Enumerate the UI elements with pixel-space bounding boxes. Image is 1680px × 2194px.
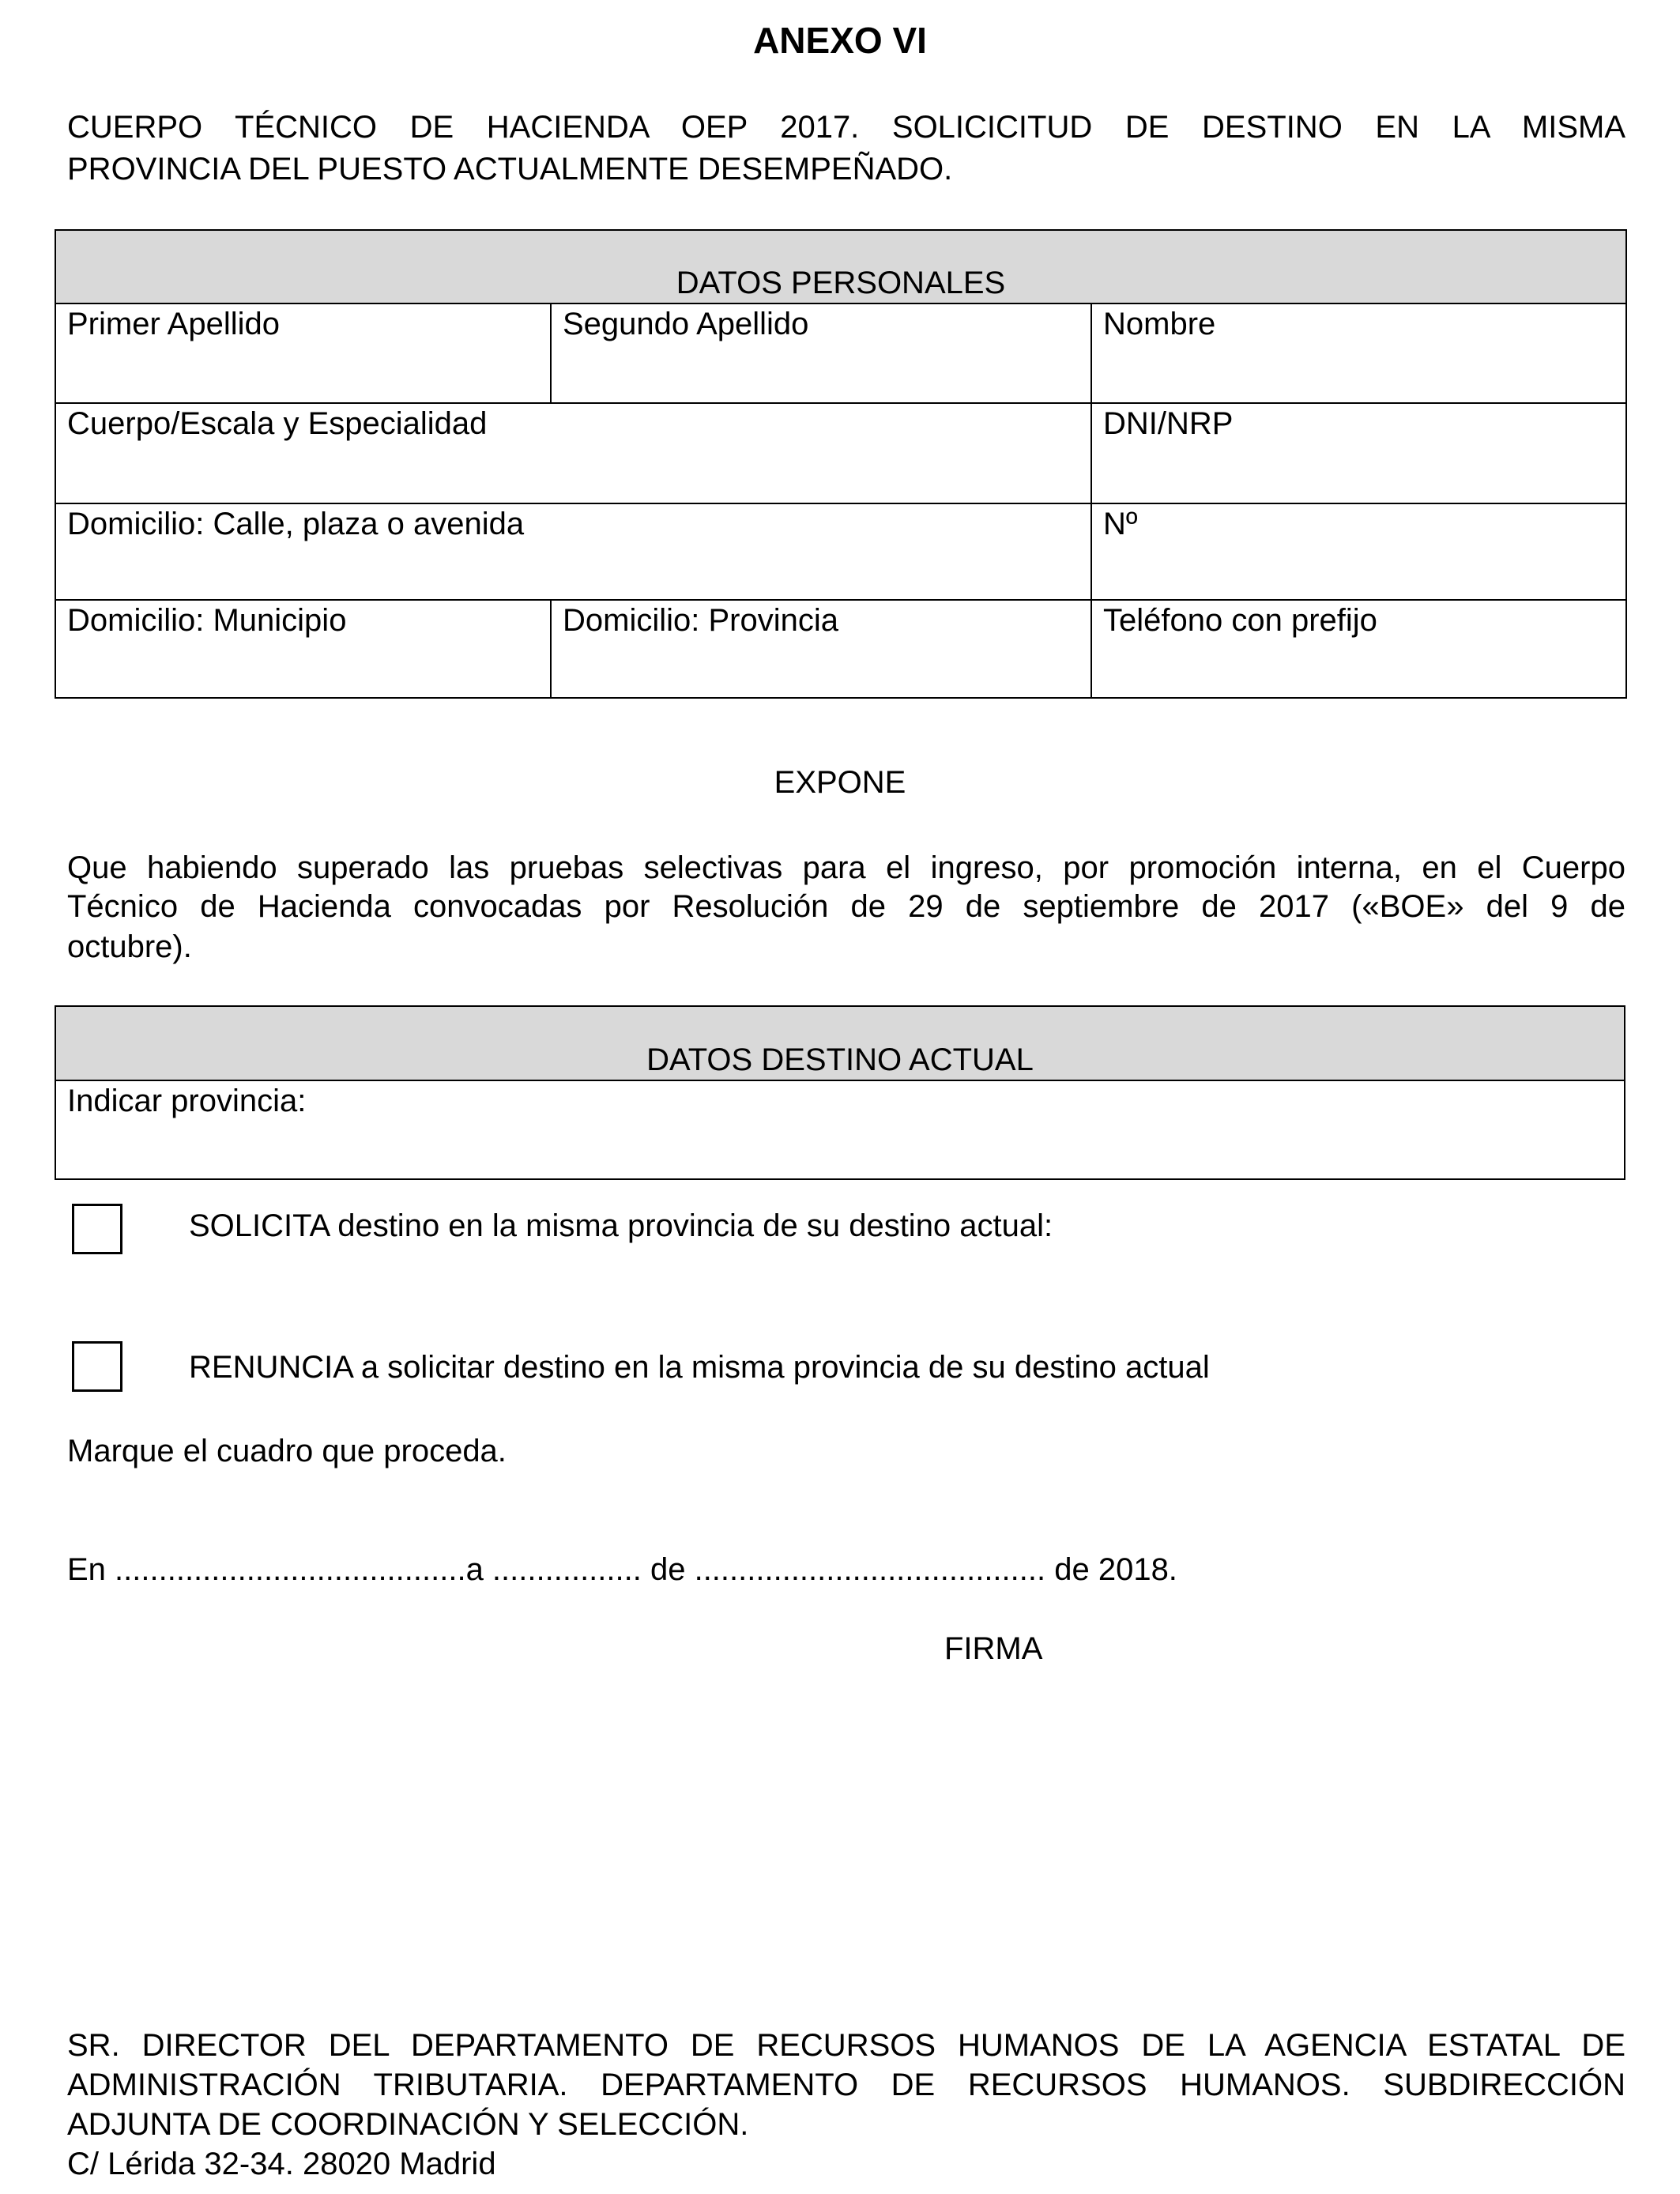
field-telefono[interactable]: Teléfono con prefijo <box>1091 600 1626 698</box>
field-dni-nrp[interactable]: DNI/NRP <box>1091 403 1626 503</box>
date-place-line: En ........................................a ................. de ........................................ de 2018. <box>67 1552 1177 1587</box>
field-indicar-provincia[interactable]: Indicar provincia: <box>55 1080 1625 1179</box>
renuncia-checkbox[interactable] <box>72 1341 122 1392</box>
expone-heading: EXPONE <box>774 765 906 800</box>
expone-line-3: octubre). <box>67 929 192 964</box>
heading-line-2: PROVINCIA DEL PUESTO ACTUALMENTE DESEMPEÑADO. <box>67 152 953 187</box>
field-domicilio-calle[interactable]: Domicilio: Calle, plaza o avenida <box>55 503 1091 600</box>
heading-line-1: CUERPO TÉCNICO DE HACIENDA OEP 2017. SOLICICITUD DE DESTINO EN LA MISMA <box>67 110 1625 145</box>
firma-label: FIRMA <box>944 1631 1043 1666</box>
personal-data-table <box>55 229 1627 699</box>
field-segundo-apellido[interactable]: Segundo Apellido <box>551 303 1091 403</box>
field-primer-apellido[interactable]: Primer Apellido <box>55 303 551 403</box>
renuncia-label: RENUNCIA a solicitar destino en la misma provincia de su destino actual <box>189 1350 1210 1385</box>
personal-data-header: DATOS PERSONALES <box>55 230 1626 303</box>
field-numero[interactable]: Nº <box>1091 503 1626 600</box>
footer-line-3: ADJUNTA DE COORDINACIÓN Y SELECCIÓN. <box>67 2107 749 2142</box>
field-municipio[interactable]: Domicilio: Municipio <box>55 600 551 698</box>
footer-line-1: SR. DIRECTOR DEL DEPARTAMENTO DE RECURSOS HUMANOS DE LA AGENCIA ESTATAL DE <box>67 2028 1625 2063</box>
expone-line-2: Técnico de Hacienda convocadas por Resolución de 29 de septiembre de 2017 («BOE» del 9 de <box>67 889 1625 924</box>
instruction-text: Marque el cuadro que proceda. <box>67 1434 507 1468</box>
destino-header: DATOS DESTINO ACTUAL <box>55 1006 1625 1080</box>
field-cuerpo-escala[interactable]: Cuerpo/Escala y Especialidad <box>55 403 1091 503</box>
field-nombre[interactable]: Nombre <box>1091 303 1626 403</box>
destino-table <box>55 1005 1625 1180</box>
expone-line-1: Que habiendo superado las pruebas selectivas para el ingreso, por promoción interna, en el Cuerpo <box>67 850 1625 885</box>
field-provincia[interactable]: Domicilio: Provincia <box>551 600 1091 698</box>
solicita-checkbox[interactable] <box>72 1204 122 1254</box>
solicita-label: SOLICITA destino en la misma provincia de su destino actual: <box>189 1208 1053 1243</box>
footer-line-2: ADMINISTRACIÓN TRIBUTARIA. DEPARTAMENTO DE RECURSOS HUMANOS. SUBDIRECCIÓN <box>67 2068 1625 2102</box>
footer-address: C/ Lérida 32-34. 28020 Madrid <box>67 2147 496 2181</box>
document-title: ANEXO VI <box>753 20 927 61</box>
